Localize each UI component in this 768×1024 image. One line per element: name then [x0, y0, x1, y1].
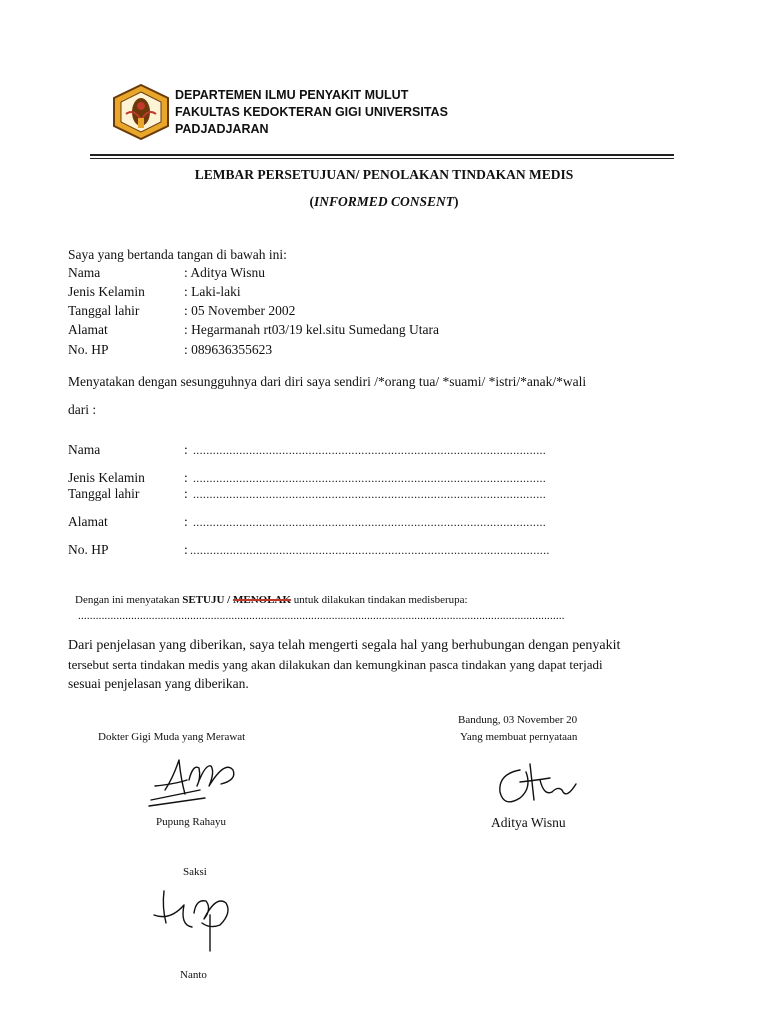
guardian-birthdate-field[interactable]: ........................................................................................................... [193, 487, 547, 501]
university-logo [110, 84, 172, 140]
witness-name: Nanto [180, 969, 207, 981]
guardian-gender-label: Jenis Kelamin [68, 470, 145, 485]
declarant-signature-icon [490, 760, 580, 812]
consent-agree-option[interactable]: SETUJU / [182, 594, 233, 606]
guardian-gender-field[interactable]: ........................................................................................................... [193, 471, 547, 485]
doctor-signature [145, 750, 245, 815]
witness-role-label: Saksi [183, 866, 207, 878]
university-logo-icon [110, 84, 172, 140]
explanation-line2: tersebut serta tindakan medis yang akan dilakukan dan kemungkinan pasca tindakan yang dapat terjadi [68, 657, 603, 672]
guardian-birthdate-colon: : [184, 486, 188, 501]
university-name: PADJADJARAN [175, 122, 269, 136]
guardian-birthdate-label: Tanggal lahir [68, 486, 140, 501]
place-date: Bandung, 03 November 20 [458, 714, 578, 726]
patient-gender-label: Jenis Kelamin [68, 284, 145, 299]
guardian-gender-colon: : [184, 470, 188, 485]
witness-signature [150, 885, 240, 960]
procedure-field[interactable]: ..................................................................................................................................................................... [78, 610, 565, 622]
intro-text: Saya yang bertanda tangan di bawah ini: [68, 247, 287, 262]
doctor-signature-icon [145, 750, 245, 810]
guardian-name-field[interactable]: ........................................................................................................... [193, 443, 547, 457]
statement-line1: Menyatakan dengan sesungguhnya dari diri saya sendiri /*orang tua/ *suami/ *istri/*anak/*wali [68, 374, 587, 389]
guardian-name-label: Nama [68, 442, 101, 457]
explanation-line1: Dari penjelasan yang diberikan, saya telah mengerti segala hal yang berhubungan dengan penyakit [68, 638, 621, 653]
guardian-address-label: Alamat [68, 514, 108, 529]
guardian-phone-label: No. HP [68, 542, 109, 557]
explanation-line3: sesuai penjelasan yang diberikan. [68, 676, 249, 691]
consent-statement: Dengan ini menyatakan SETUJU / MENOLAK untuk dilakukan tindakan medisberupa: [75, 594, 468, 606]
consent-refuse-option[interactable]: MENOLAK [232, 594, 292, 606]
patient-phone-value: : 089636355623 [184, 342, 273, 357]
guardian-address-colon: : [184, 514, 188, 529]
patient-address-value: : Hegarmanah rt03/19 kel.situ Sumedang Utara [184, 322, 439, 337]
patient-name-label: Nama [68, 265, 101, 280]
guardian-phone-colon: : [184, 542, 188, 557]
patient-address-label: Alamat [68, 322, 108, 337]
faculty-name: FAKULTAS KEDOKTERAN GIGI UNIVERSITAS [175, 105, 448, 119]
header-rule-thin [90, 158, 674, 159]
patient-birthdate-value: : 05 November 2002 [184, 303, 296, 318]
patient-phone-label: No. HP [68, 342, 109, 357]
guardian-phone-field[interactable]: ............................................................................................................. [190, 543, 550, 557]
form-subtitle: (INFORMED CONSENT) [309, 194, 459, 209]
doctor-name: Pupung Rahayu [156, 816, 226, 828]
declarant-name: Aditya Wisnu [491, 815, 566, 830]
witness-signature-icon [150, 885, 240, 955]
statement-line2: dari : [68, 402, 97, 417]
header-rule-thick [90, 154, 674, 156]
patient-gender-value: : Laki-laki [184, 284, 241, 299]
declarant-signature [490, 760, 580, 817]
guardian-address-field[interactable]: ........................................................................................................... [193, 515, 547, 529]
patient-name-value: : Aditya Wisnu [184, 265, 265, 280]
department-name: DEPARTEMEN ILMU PENYAKIT MULUT [175, 88, 409, 102]
doctor-role-label: Dokter Gigi Muda yang Merawat [98, 731, 246, 743]
declarant-role-label: Yang membuat pernyataan [460, 731, 578, 743]
patient-birthdate-label: Tanggal lahir [68, 303, 140, 318]
informed-consent-label: INFORMED CONSENT [314, 194, 454, 209]
guardian-name-colon: : [184, 442, 188, 457]
form-title: LEMBAR PERSETUJUAN/ PENOLAKAN TINDAKAN MEDIS [194, 167, 574, 182]
